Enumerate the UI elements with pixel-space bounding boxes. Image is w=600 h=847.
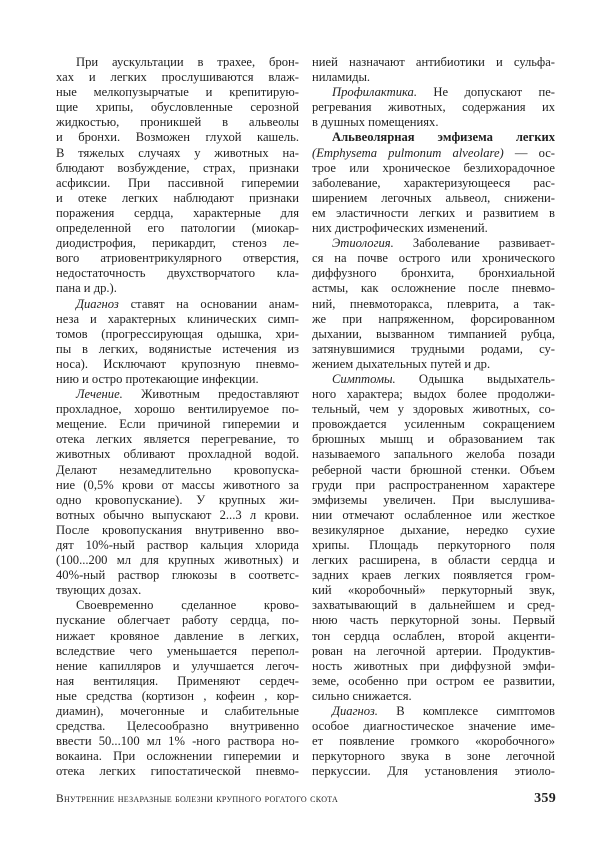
line-text: щие хрипы, обусловленные серозной [56, 100, 299, 115]
text-line [312, 176, 555, 191]
line-text: После кровопускания внутривенно вво- [56, 522, 299, 537]
line-text: одно кровопускание). У крупных жи- [56, 492, 299, 507]
text-line [56, 583, 299, 598]
line-text: тельный, чем у здоровых животных, со- [312, 402, 555, 417]
text-line [312, 221, 555, 236]
text-line [312, 568, 555, 583]
line-text: ные средства (кортизон , кофеин , кор- [56, 688, 299, 703]
line-text: Заболевание развивает- [393, 236, 555, 251]
text-line [56, 85, 299, 100]
text-line [56, 402, 299, 417]
line-text: перкуссии. Для установления этиоло- [312, 764, 555, 779]
line-text: и бронхи. Возможен глухой кашель. [56, 130, 299, 145]
line-text: нижает кровяное давление в легких, [56, 628, 299, 643]
text-line [56, 221, 299, 236]
line-text: заболевание, характеризующееся рас- [312, 175, 555, 190]
text-line [56, 704, 299, 719]
line-text: ет появление громкого «коробочного» [312, 734, 555, 749]
line-text: ние (0,5% крови от массы животного за [56, 477, 299, 492]
line-text: При аускультации в трахее, брон- [76, 55, 299, 69]
text-line [56, 297, 299, 312]
text-line [312, 674, 555, 689]
line-text: твующих дозах. [56, 583, 142, 598]
text-line [312, 372, 555, 387]
italic-heading: Этиология. [332, 236, 394, 251]
text-line [56, 251, 299, 266]
line-text: реберной части брюшной стенки. Объем [312, 462, 555, 477]
text-line [56, 266, 299, 281]
line-text: брюшных мышц и образованием так [312, 432, 555, 447]
text-line [312, 553, 555, 568]
text-line [312, 161, 555, 176]
line-text: задних краев легких появляется гром- [312, 568, 555, 583]
text-line [56, 342, 299, 357]
italic-heading: Диагноз. [332, 704, 378, 719]
line-text: пана и др.). [56, 281, 117, 296]
italic-heading: Диагноз [76, 296, 119, 311]
line-text: нией назначают антибиотики и сульфа- [312, 55, 555, 69]
text-line [56, 146, 299, 161]
line-text: носа). Исключают крупозную пневмо- [56, 356, 299, 371]
line-text: астмы, как осложнение после пневмо- [312, 281, 555, 296]
text-line [312, 478, 555, 493]
text-line [312, 85, 555, 100]
line-text: тон сердца ослаблен, второй акценти- [312, 628, 555, 643]
running-title: Внутренние незаразные болезни крупного рогатого скота [56, 793, 339, 805]
line-text: трое или хроническое безлихорадочное [312, 160, 555, 175]
line-text: них дистрофических изменений. [312, 221, 488, 236]
italic-heading: Симптомы. [332, 371, 396, 386]
text-line [312, 327, 555, 342]
line-text: отека легких гипостатической пневмо- [56, 764, 299, 779]
bold-heading: Альвеолярная эмфизема легких [332, 130, 555, 145]
line-text: поражения сердца, характерные для [56, 205, 299, 220]
text-line [312, 463, 555, 478]
line-text: затянувшимися трудными родами, су- [312, 341, 555, 356]
line-text: ний, пневмоторакса, плеврита, а так- [312, 296, 555, 311]
line-text: Одышка выдыхатель- [395, 371, 555, 386]
text-line [312, 70, 555, 85]
line-text: захватывающий в дальнейшем и сред- [312, 598, 555, 613]
text-line [56, 689, 299, 704]
text-line [312, 432, 555, 447]
line-text: В тяжелых случаях у животных на- [56, 145, 299, 160]
text-line [56, 719, 299, 734]
line-text: диффузного бронхита, бронхиальной [312, 266, 555, 281]
text-line [312, 523, 555, 538]
text-line [56, 553, 299, 568]
line-text: сильно снижается. [312, 688, 412, 703]
line-text: нию и остро протекающие инфекции. [56, 371, 259, 386]
line-text: провождается усиленным сокращением [312, 417, 555, 432]
text-line [312, 704, 555, 719]
left-column [56, 55, 299, 780]
line-text: асфиксии. При пассивной гиперемии [56, 175, 299, 190]
text-line [56, 478, 299, 493]
line-text: прохладное, хорошо вентилируемое по- [56, 402, 299, 417]
text-line [312, 191, 555, 206]
line-text: ставят на основании анам- [118, 296, 299, 311]
line-text: вого атриовентрикулярного отверстия, [56, 251, 299, 266]
page-footer [56, 791, 556, 809]
text-line [312, 100, 555, 115]
line-text: ширением легочных альвеол, снижени- [312, 190, 555, 205]
line-text: отека легких является перегревание, то [56, 432, 299, 447]
text-line [312, 447, 555, 462]
line-text: (100...200 мл для крупных животных) и [56, 553, 299, 568]
text-line [56, 613, 299, 628]
text-line [56, 644, 299, 659]
text-line [56, 130, 299, 145]
text-line [312, 598, 555, 613]
line-text: ного характера; выдох более продолжи- [312, 387, 555, 402]
text-line [312, 402, 555, 417]
line-text: В комплексе симптомов [377, 704, 555, 719]
text-line [56, 432, 299, 447]
line-text: диамин), мочегонные и слабительные [56, 704, 299, 719]
line-text: же при напряженном, форсированном [312, 311, 555, 326]
text-line [312, 236, 555, 251]
line-text: диодистрофия, перикардит, стеноз ле- [56, 236, 299, 251]
line-text: земе, особенно при остром ее развитии, [312, 673, 555, 688]
line-text: неза и характерных клинических симп- [56, 311, 299, 326]
text-line [56, 236, 299, 251]
text-line [312, 387, 555, 402]
text-line [312, 613, 555, 628]
line-text: ем эластичности легких и развитием в [312, 205, 555, 220]
line-text: особое диагностическое значение име- [312, 719, 555, 734]
text-line [56, 417, 299, 432]
line-text: вследствие чего уменьшается перепол- [56, 643, 299, 658]
text-line [56, 281, 299, 296]
line-text: животных обливают прохладной водой. [56, 447, 299, 462]
text-line [56, 749, 299, 764]
text-line [56, 659, 299, 674]
italic-heading: Профилактика. [332, 85, 418, 100]
line-text: дыхании, вызванном тимпанией рубца, [312, 326, 555, 341]
text-line [56, 191, 299, 206]
line-text: эмфиземы увеличен. При выслушива- [312, 492, 555, 507]
line-text: ные мелкопузырчатые и крепитирую- [56, 85, 299, 100]
right-column [312, 55, 555, 780]
line-text: везикулярное дыхание, нередко сухие [312, 522, 555, 537]
text-line [312, 297, 555, 312]
line-text: в душных помещениях. [312, 115, 439, 130]
text-line [312, 644, 555, 659]
text-line [312, 130, 555, 145]
line-text: пы в легких, водянистые истечения из [56, 341, 299, 356]
italic-heading: Лечение. [76, 387, 123, 402]
text-line [56, 206, 299, 221]
text-line [312, 538, 555, 553]
text-line [56, 161, 299, 176]
line-text: Не допускают пе- [417, 85, 555, 100]
text-line [312, 719, 555, 734]
line-text: жидкостью, проникшей в альвеолы [56, 115, 299, 130]
text-line [56, 568, 299, 583]
text-line [56, 508, 299, 523]
line-text: вокаина. При осложнении гиперемии и [56, 749, 299, 764]
text-line [312, 629, 555, 644]
text-line [56, 387, 299, 402]
text-line [56, 523, 299, 538]
line-text: Делают незамедлительно кровопуска- [56, 462, 299, 477]
line-text: вотных обычно выпускают 2...3 л крови. [56, 507, 299, 522]
text-line [312, 115, 555, 130]
text-line [56, 357, 299, 372]
line-text: жением дыхательных путей и др. [312, 356, 491, 371]
line-text: нюю часть перкуторной зоны. Первый [312, 613, 555, 628]
text-line [56, 493, 299, 508]
line-text: ся на почве острого или хронического [312, 251, 555, 266]
line-text: называемого запального желоба позади [312, 447, 555, 462]
text-line [56, 734, 299, 749]
text-line [312, 659, 555, 674]
text-line [56, 372, 299, 387]
text-line [56, 629, 299, 644]
line-text: перкуторного звука в зоне легочной [312, 749, 555, 764]
line-text: и отеке легких наблюдают признаки [56, 190, 299, 205]
line-text: ввести 50...100 мл 1% -ного раствора но- [56, 734, 299, 749]
text-line [312, 493, 555, 508]
line-text: легких расширена, в области сердца и [312, 553, 555, 568]
line-text: груди при распространенном характере [312, 477, 555, 492]
line-text: Своевременно сделанное крово- [76, 598, 299, 613]
text-line [56, 764, 299, 779]
text-line [312, 764, 555, 779]
text-line [56, 70, 299, 85]
line-text: нение капилляров и улучшается легоч- [56, 658, 299, 673]
line-text: ниламиды. [312, 70, 371, 85]
line-text: блюдают возбуждение, страх, признаки [56, 160, 299, 175]
line-text: определенной его патологии (миокар- [56, 221, 299, 236]
text-line [56, 327, 299, 342]
text-line [56, 55, 299, 70]
text-line [56, 115, 299, 130]
text-line [312, 206, 555, 221]
text-line [312, 508, 555, 523]
text-line [312, 281, 555, 296]
italic-heading: (Emphysema pulmonum alveolare) [312, 145, 504, 160]
line-text: рован на легочной артерии. Продуктив- [312, 643, 555, 658]
line-text: томов (прогрессирующая одышка, хри- [56, 326, 299, 341]
text-line [56, 176, 299, 191]
text-line [312, 342, 555, 357]
text-line [56, 598, 299, 613]
text-line [56, 100, 299, 115]
text-line [312, 312, 555, 327]
line-text: пускание облегчает работу сердца, по- [56, 613, 299, 628]
line-text: ность животных при диффузной эмфи- [312, 658, 555, 673]
page-number: 359 [534, 791, 556, 806]
text-line [312, 734, 555, 749]
line-text: средства. Целесообразно внутривенно [56, 719, 299, 734]
text-line [312, 146, 555, 161]
text-line [312, 251, 555, 266]
text-line [312, 357, 555, 372]
text-line [312, 417, 555, 432]
line-text: нии отмечают ослабленное или жесткое [312, 507, 555, 522]
text-line [56, 538, 299, 553]
line-text: ная вентиляция. Применяют сердеч- [56, 673, 299, 688]
line-text: регревания животных, содержания их [312, 100, 555, 115]
text-line [56, 312, 299, 327]
text-line [312, 749, 555, 764]
line-text: — ос- [503, 145, 555, 160]
line-text: хрипы. Площадь перкуторного поля [312, 538, 555, 552]
text-line [312, 689, 555, 704]
line-text: хах и легких прослушиваются влаж- [56, 70, 299, 85]
text-line [56, 674, 299, 689]
line-text: мещение. Если причиной гиперемии и [56, 417, 299, 432]
text-line [312, 55, 555, 70]
line-text: недостаточность двухстворчатого кла- [56, 266, 299, 281]
text-line [312, 583, 555, 598]
text-line [56, 463, 299, 478]
text-line [56, 447, 299, 462]
text-line [312, 266, 555, 281]
line-text: Животным предоставляют [122, 387, 299, 402]
line-text: дят 10%-ный раствор кальция хлорида [56, 538, 299, 552]
line-text: кий «коробочный» перкуторный звук, [312, 583, 555, 598]
line-text: 40%-ный раствор глюкозы в соответс- [56, 568, 299, 583]
